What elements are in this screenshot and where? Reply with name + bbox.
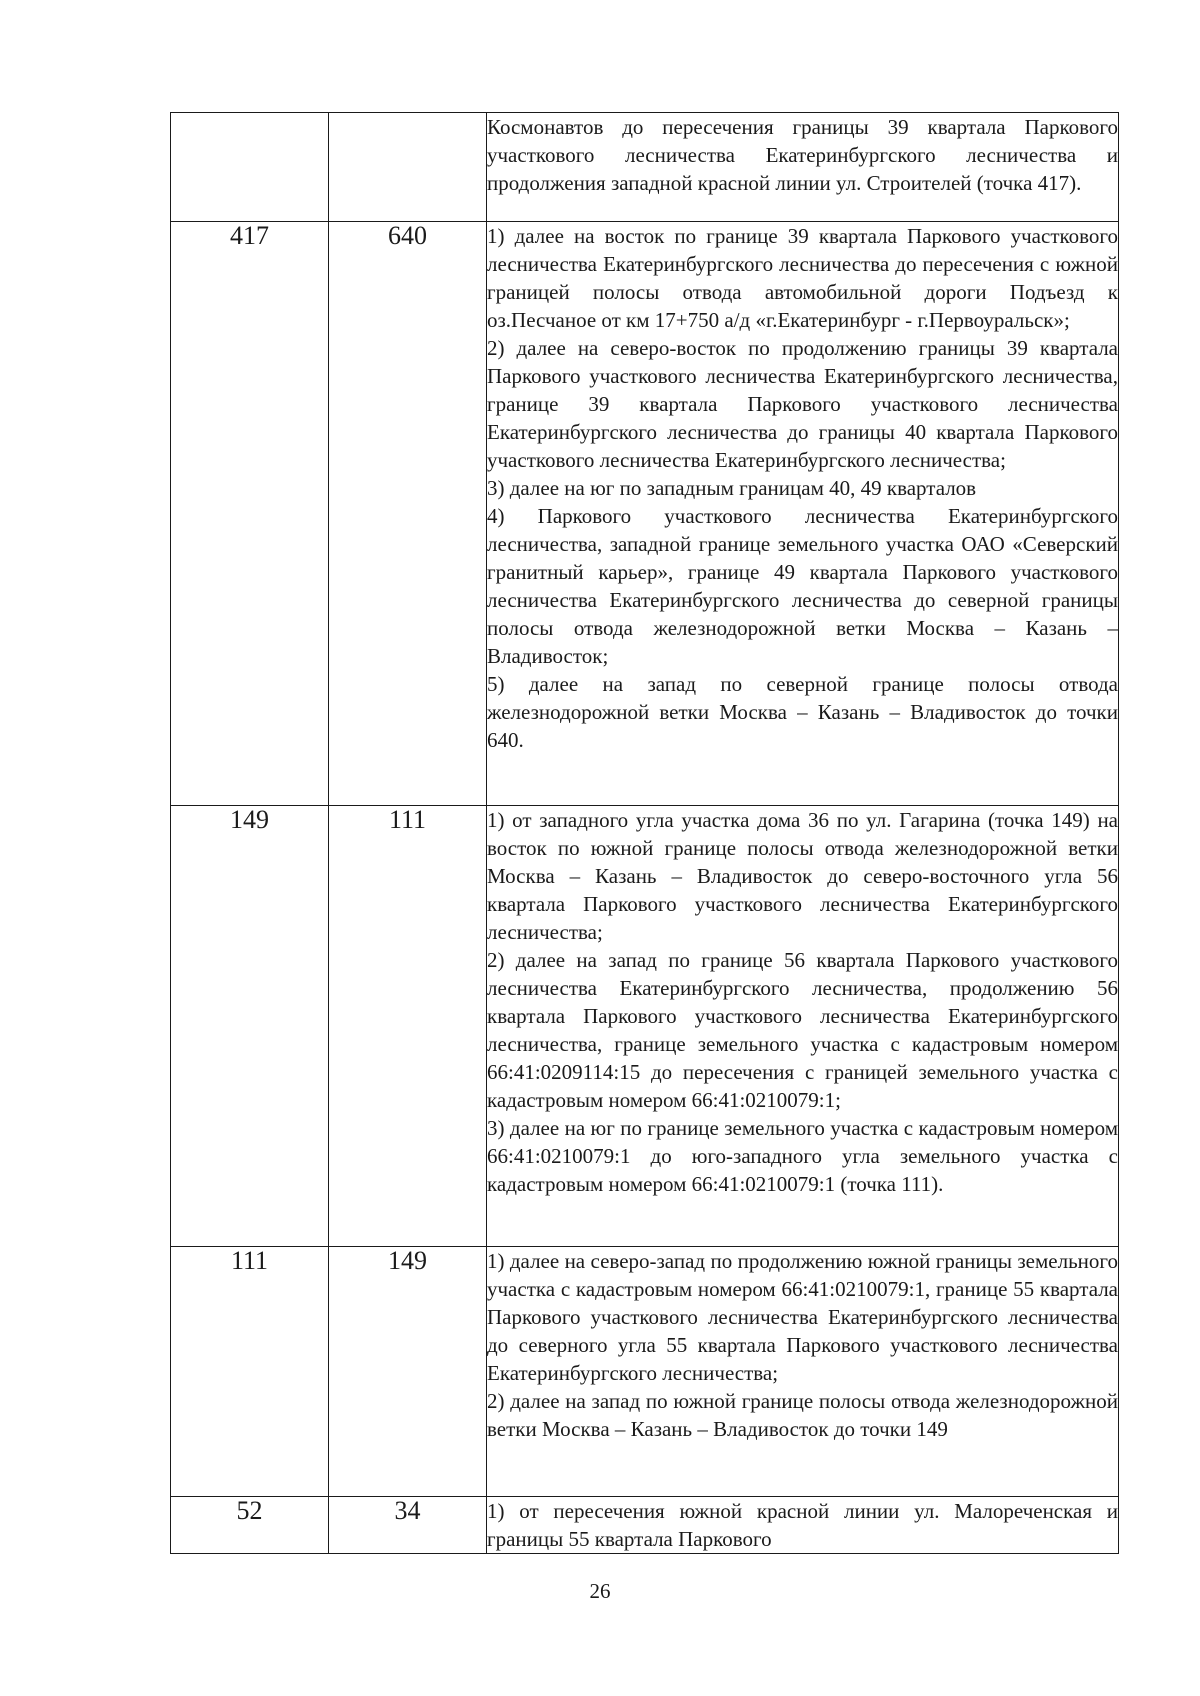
from-point-cell: 111 — [171, 1247, 329, 1497]
description-paragraph: 1) от западного угла участка дома 36 по ул. Гагарина (точка 149) на восток по южной границе полосы отвода железнодорожной ветки Москва – Казань – Владивосток до северо-восточного угла 56 квартала Паркового участкового лесничества Екатеринбургского лесничества; — [487, 808, 1118, 944]
description-cell — [487, 222, 1119, 806]
table-row — [171, 113, 1119, 222]
description-paragraph: 4) Паркового участкового лесничества Екатеринбургского лесничества, западной границе земельного участка ОАО «Северский гранитный карьер», границе 49 квартала Паркового участкового лесничества Екатеринбургского лесничества до северной границы полосы отвода железнодорожной ветки Москва – Казань – Владивосток; — [487, 504, 1118, 668]
description-paragraph: 3) далее на юг по западным границам 40, 49 кварталов — [487, 476, 977, 500]
from-point-cell: 52 — [171, 1497, 329, 1554]
table-row — [171, 222, 1119, 806]
description-paragraph: 1) от пересечения южной красной линии ул. Малореченская и границы 55 квартала Паркового — [487, 1499, 1118, 1551]
from-point-cell: 149 — [171, 806, 329, 1247]
page-number: 26 — [589, 1579, 611, 1603]
table-row — [171, 806, 1119, 1247]
to-point-cell: 149 — [329, 1247, 487, 1497]
from-point-cell: 417 — [171, 222, 329, 806]
description-paragraph: 1) далее на восток по границе 39 квартала Паркового участкового лесничества Екатеринбургского лесничества до пересечения с южной границей полосы отвода автомобильной дороги Подъезд к оз.Песчаное от км 17+750 а/д «г.Екатеринбург - г.Первоуральск»; — [487, 224, 1118, 332]
description-paragraph: 5) далее на запад по северной границе полосы отвода железнодорожной ветки Москва – Казань – Владивосток до точки 640. — [487, 672, 1118, 752]
to-point-cell — [329, 113, 487, 222]
description-paragraph: 1) далее на северо-запад по продолжению южной границы земельного участка с кадастровым номером 66:41:0210079:1, границе 55 квартала Паркового участкового лесничества Екатеринбургского лесничества до северного угла 55 квартала Паркового участкового лесничества Екатеринбургского лесничества; — [487, 1249, 1118, 1385]
from-point-cell — [171, 113, 329, 222]
description-paragraph: 2) далее на запад по границе 56 квартала Паркового участкового лесничества Екатеринбургского лесничества, продолжению 56 квартала Паркового участкового лесничества Екатеринбургского лесничества, границе земельного участка с кадастровым номером 66:41:0209114:15 до пересечения с границей земельного участка с кадастровым номером 66:41:0210079:1; — [487, 948, 1118, 1112]
boundary-description-table — [170, 112, 1119, 1554]
table-row — [171, 1247, 1119, 1497]
description-paragraph: 2) далее на запад по южной границе полосы отвода железнодорожной ветки Москва – Казань – Владивосток до точки 149 — [487, 1389, 1118, 1441]
to-point-cell: 111 — [329, 806, 487, 1247]
table-row — [171, 1497, 1119, 1554]
description-cell — [487, 1247, 1119, 1497]
description-cell — [487, 113, 1119, 222]
to-point-cell: 640 — [329, 222, 487, 806]
description-paragraph: 3) далее на юг по границе земельного участка с кадастровым номером 66:41:0210079:1 до юго-западного угла земельного участка с кадастровым номером 66:41:0210079:1 (точка 111). — [487, 1116, 1118, 1196]
description-cell — [487, 806, 1119, 1247]
description-paragraph: 2) далее на северо-восток по продолжению границы 39 квартала Паркового участкового лесничества Екатеринбургского лесничества, границе 39 квартала Паркового участкового лесничества Екатеринбургского лесничества до границы 40 квартала Паркового участкового лесничества Екатеринбургского лесничества; — [487, 336, 1118, 472]
to-point-cell: 34 — [329, 1497, 487, 1554]
description-cell — [487, 1497, 1119, 1554]
description-paragraph: Космонавтов до пересечения границы 39 квартала Паркового участкового лесничества Екатеринбургского лесничества и продолжения западной красной линии ул. Строителей (точка 417). — [487, 115, 1118, 195]
